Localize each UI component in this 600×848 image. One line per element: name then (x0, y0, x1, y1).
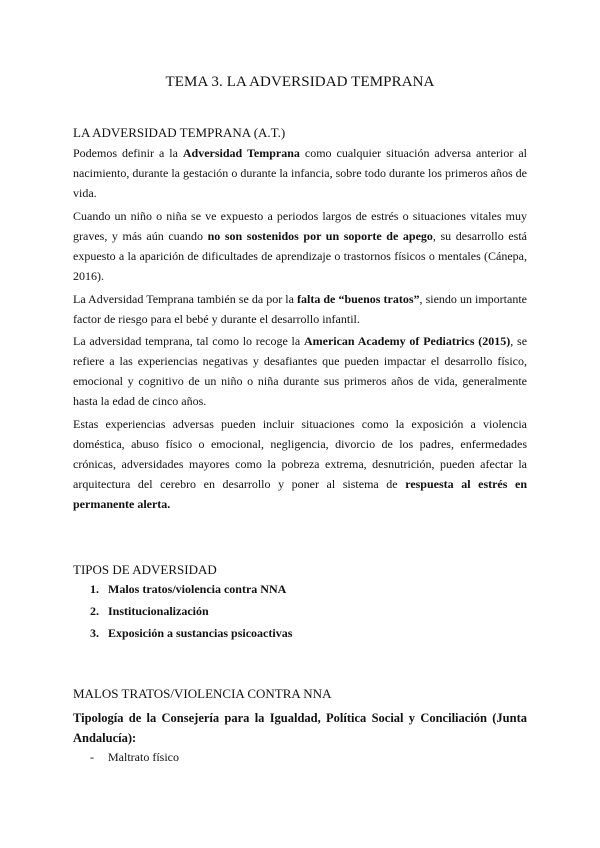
list-number: 3. (90, 626, 99, 640)
paragraph-definicion (73, 143, 527, 203)
list-dash: - (90, 750, 94, 764)
subheading-tipologia: Tipología de la Consejería para la Igualdad, Política Social y Conciliación (Junta Andalucía): (73, 711, 527, 746)
paragraph-text: , se refiere a las experiencias negativas y desafiantes que pueden impactar el desarrollo físico, emocional y cognitivo de un niño o niña durante sus primeros años de vida, generalmente hasta la edad de cinco años. (73, 334, 528, 409)
section-heading-malos-tratos: MALOS TRATOS/VIOLENCIA CONTRA NNA (73, 686, 332, 701)
paragraph-aap (73, 331, 527, 411)
paragraph-text: , su desarrollo está expuesto a la aparición de dificultades de aprendizaje o trastornos físicos o mentales (Cánepa, 2016). (73, 229, 527, 284)
paragraph-text: como cualquier situación adversa anterior al nacimiento, durante la gestación o durante la infancia, sobre todo durante los primeros años de vida. (73, 146, 528, 201)
list-number: 1. (90, 582, 99, 596)
paragraph-estres (73, 206, 527, 286)
bold-term: Adversidad Temprana (182, 146, 300, 160)
document-title: TEMA 3. LA ADVERSIDAD TEMPRANA (165, 74, 435, 90)
list-item-label: Maltrato físico (108, 750, 179, 764)
paragraph-text: Podemos definir a la (73, 146, 183, 160)
paragraph-text: La adversidad temprana, tal como lo recoge la (73, 334, 304, 348)
section-heading-tipos: TIPOS DE ADVERSIDAD (73, 562, 217, 577)
list-item-label: Malos tratos/violencia contra NNA (108, 582, 287, 596)
paragraph-text: Estas experiencias adversas pueden incluir situaciones como la exposición a violencia doméstica, abuso físico o emocional, negligencia, divorcio de los padres, enfermedades crónicas, adversidades mayores como la pobreza extrema, desnutrición, pueden afectar la arquitectura del cerebro en desarrollo y poner al sistema de (73, 417, 527, 492)
section-heading-adversidad: LA ADVERSIDAD TEMPRANA (A.T.) (73, 125, 286, 140)
list-item-label: Exposición a sustancias psicoactivas (108, 626, 293, 640)
bold-term: falta de “buenos tratos” (297, 292, 420, 306)
list-item (90, 626, 292, 641)
list-item (90, 604, 209, 619)
bold-term: respuesta al estrés en permanente alerta. (73, 477, 527, 512)
bold-term: American Academy of Pediatrics (2015) (303, 334, 511, 348)
paragraph-experiencias (73, 414, 527, 514)
list-number: 2. (90, 604, 99, 618)
list-item-label: Institucionalización (108, 604, 209, 618)
paragraph-buenos-tratos (73, 289, 527, 329)
paragraph-text: La Adversidad Temprana también se da por la (73, 292, 297, 306)
list-item (90, 582, 286, 597)
paragraph-text: Cuando un niño o niña se ve expuesto a periodos largos de estrés o situaciones vitales muy graves, y más aún cuando (73, 209, 527, 244)
bold-term: no son sostenidos por un soporte de apego (207, 229, 433, 244)
list-item (90, 750, 179, 765)
paragraph-text: , siendo un importante factor de riesgo para el bebé y durante el desarrollo infantil. (73, 292, 528, 327)
